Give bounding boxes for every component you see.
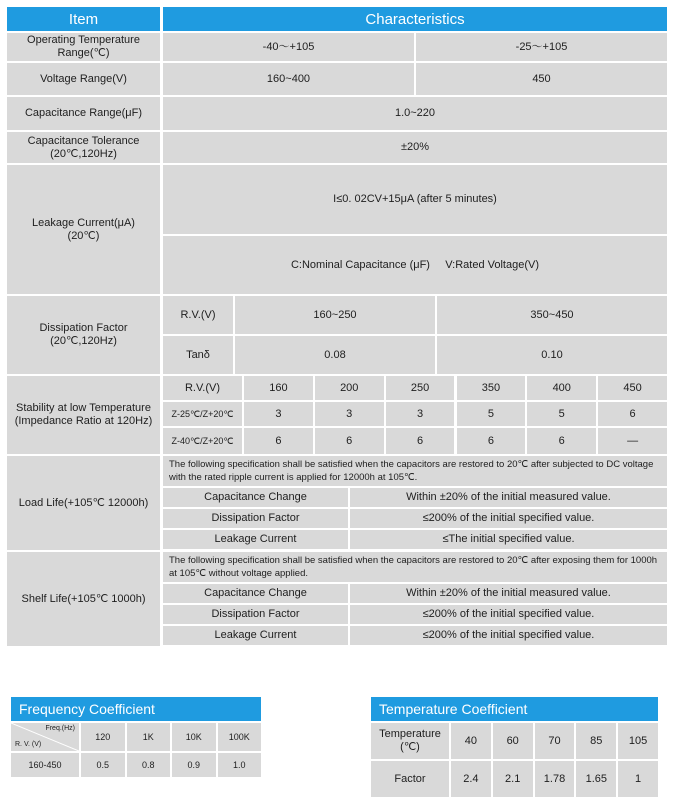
leakage-current-label: Leakage Current(μA) (20℃) <box>7 165 160 294</box>
stability-voltage: 200 <box>315 376 384 400</box>
leakage-current-legend: C:Nominal Capacitance (μF) V:Rated Voltage(V) <box>163 236 667 294</box>
corner-rv-label: R. V. (V) <box>15 741 42 748</box>
operating-temp-value-2: -25～+105 <box>416 33 667 61</box>
df-tan-value-1: 0.08 <box>235 336 435 374</box>
df-tan-label: Tanδ <box>163 336 233 374</box>
df-rv-value-2: 350~450 <box>437 296 667 334</box>
temperature-coefficient-title: Temperature Coefficient <box>371 697 658 721</box>
freq-row-label: 160-450 <box>11 753 79 777</box>
stability-voltage: 400 <box>527 376 596 400</box>
temp-header-cell: 40 <box>451 723 491 759</box>
temp-header-cell: 60 <box>493 723 533 759</box>
shelf-life-row-key: Dissipation Factor <box>163 605 348 624</box>
leakage-current-formula: I≤0. 02CV+15μA (after 5 minutes) <box>163 165 667 234</box>
load-life-row-value: ≤The initial specified value. <box>350 530 667 549</box>
freq-header-cell: 1K <box>127 723 171 751</box>
header-item: Item <box>7 7 160 31</box>
stability-z25-value: 3 <box>315 402 384 426</box>
factor-value-cell: 2.4 <box>451 761 491 797</box>
voltage-range-value-2: 450 <box>416 63 667 95</box>
stability-z25-value: 5 <box>527 402 596 426</box>
frequency-coefficient-title: Frequency Coefficient <box>11 697 261 721</box>
stability-row2-label: Z-40℃/Z+20℃ <box>163 428 242 454</box>
corner-freq-label: Freq.(Hz) <box>45 725 75 732</box>
freq-header-cell: 120 <box>81 723 125 751</box>
shelf-life-row-key: Capacitance Change <box>163 584 348 603</box>
stability-z40-value: 6 <box>244 428 313 454</box>
stability-z40-value: 6 <box>386 428 455 454</box>
shelf-life-row-value: ≤200% of the initial specified value. <box>350 605 667 624</box>
stability-label: Stability at low Temperature (Impedance Ratio at 120Hz) <box>7 376 160 454</box>
stability-rv-label: R.V.(V) <box>163 376 242 400</box>
dissipation-factor-label: Dissipation Factor (20℃,120Hz) <box>7 296 160 374</box>
load-life-row-key: Dissipation Factor <box>163 509 348 528</box>
shelf-life-row-value: Within ±20% of the initial measured value. <box>350 584 667 603</box>
stability-row1-label: Z-25℃/Z+20℃ <box>163 402 242 426</box>
factor-value-cell: 1 <box>618 761 658 797</box>
header-characteristics: Characteristics <box>163 7 667 31</box>
freq-header-cell: 10K <box>172 723 216 751</box>
load-life-note: The following specification shall be satisfied when the capacitors are restored to 20℃ after subjected to DC voltage with the rated ripple current is applied for 12000h at 105℃. <box>163 456 667 486</box>
voltage-range-label: Voltage Range(V) <box>7 63 160 95</box>
stability-z25-value: 6 <box>598 402 667 426</box>
load-life-row-value: ≤200% of the initial specified value. <box>350 509 667 528</box>
stability-z40-value: 6 <box>457 428 526 454</box>
freq-value-cell: 1.0 <box>218 753 262 777</box>
load-life-row-key: Leakage Current <box>163 530 348 549</box>
load-life-row-key: Capacitance Change <box>163 488 348 507</box>
df-tan-value-2: 0.10 <box>437 336 667 374</box>
stability-z40-value: 6 <box>527 428 596 454</box>
freq-value-cell: 0.8 <box>127 753 171 777</box>
stability-voltage: 350 <box>457 376 526 400</box>
stability-z40-value: 6 <box>315 428 384 454</box>
df-rv-value-1: 160~250 <box>235 296 435 334</box>
operating-temp-value-1: -40～+105 <box>163 33 414 61</box>
temp-header-cell: 70 <box>535 723 575 759</box>
freq-value-cell: 0.5 <box>81 753 125 777</box>
temp-label: Temperature (℃) <box>371 723 449 759</box>
factor-value-cell: 2.1 <box>493 761 533 797</box>
shelf-life-row-value: ≤200% of the initial specified value. <box>350 626 667 645</box>
freq-corner-cell <box>11 723 79 751</box>
temp-header-cell: 105 <box>618 723 658 759</box>
stability-z25-value: 5 <box>457 402 526 426</box>
stability-voltage: 450 <box>598 376 667 400</box>
stability-z25-value: 3 <box>244 402 313 426</box>
stability-z25-value: 3 <box>386 402 455 426</box>
factor-label: Factor <box>371 761 449 797</box>
shelf-life-row-key: Leakage Current <box>163 626 348 645</box>
shelf-life-note: The following specification shall be satisfied when the capacitors are restored to 20℃ after exposing them for 1000h at 105℃ without voltage applied. <box>163 552 667 582</box>
operating-temp-label: Operating Temperature Range(℃) <box>7 33 160 61</box>
freq-header-cell: 100K <box>218 723 262 751</box>
factor-value-cell: 1.65 <box>576 761 616 797</box>
capacitance-tolerance-label: Capacitance Tolerance (20℃,120Hz) <box>7 132 160 163</box>
voltage-range-value-1: 160~400 <box>163 63 414 95</box>
df-rv-label: R.V.(V) <box>163 296 233 334</box>
stability-voltage: 160 <box>244 376 313 400</box>
stability-voltage: 250 <box>386 376 455 400</box>
capacitance-tolerance-value: ±20% <box>163 132 667 163</box>
temp-header-cell: 85 <box>576 723 616 759</box>
capacitance-range-label: Capacitance Range(μF) <box>7 97 160 130</box>
stability-z40-value: — <box>598 428 667 454</box>
factor-value-cell: 1.78 <box>535 761 575 797</box>
load-life-label: Load Life(+105℃ 12000h) <box>7 456 160 550</box>
shelf-life-label: Shelf Life(+105℃ 1000h) <box>7 552 160 646</box>
load-life-row-value: Within ±20% of the initial measured value. <box>350 488 667 507</box>
capacitance-range-value: 1.0~220 <box>163 97 667 130</box>
freq-value-cell: 0.9 <box>172 753 216 777</box>
